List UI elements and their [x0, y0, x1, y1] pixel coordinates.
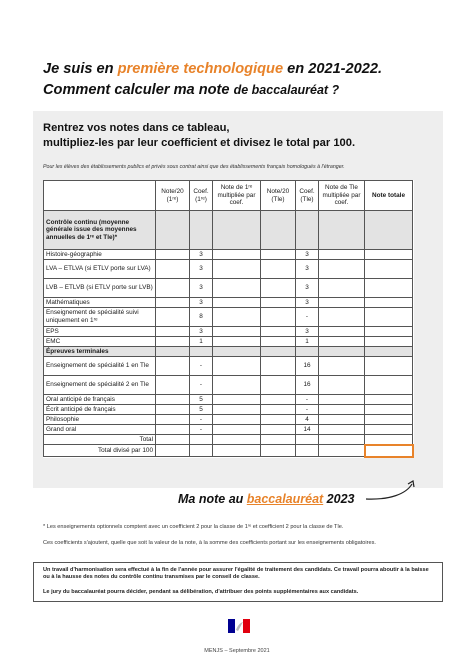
- grade-panel: [33, 111, 443, 488]
- table-row: [44, 405, 413, 415]
- footnote-optional: * Les enseignements optionnels comptent avec un coefficient 2 pour la classe de 1ʳᵉ et coefficient 2 pour la classe de Tle.: [43, 524, 344, 530]
- coef-tle: -: [296, 395, 319, 405]
- subject-label: Enseignement de spécialité suivi uniquement en 1ʳᵉ: [44, 308, 156, 327]
- grade-1re-cell[interactable]: [156, 445, 190, 457]
- weighted-1re-cell[interactable]: [213, 435, 261, 445]
- weighted-tle-cell[interactable]: [319, 279, 365, 298]
- coef-tle: 3: [296, 327, 319, 337]
- weighted-1re-cell[interactable]: [213, 405, 261, 415]
- subject-label: Écrit anticipé de français: [44, 405, 156, 415]
- grade-tle-cell[interactable]: [261, 260, 296, 279]
- grade-1re-cell[interactable]: [156, 260, 190, 279]
- subject-label: Grand oral: [44, 425, 156, 435]
- weighted-tle-cell[interactable]: [319, 260, 365, 279]
- coef-1re: 3: [190, 260, 213, 279]
- grade-1re-cell[interactable]: [156, 327, 190, 337]
- grade-1re-cell[interactable]: [156, 405, 190, 415]
- table-row: [44, 425, 413, 435]
- final-grade-cell[interactable]: [365, 445, 413, 457]
- instructions-line: multipliez-les par leur coefficient et divisez le total par 100.: [43, 137, 356, 149]
- coef-1re: 8: [190, 308, 213, 327]
- page-title: [43, 59, 443, 101]
- coef-1re: -: [190, 425, 213, 435]
- title-text: Je suis en: [43, 61, 118, 77]
- weighted-1re-cell[interactable]: [213, 337, 261, 347]
- section-label: Contrôle continu (moyenne générale issue des moyennes annuelles de 1ʳᵉ et Tle)*: [44, 211, 156, 250]
- table-row: [44, 250, 413, 260]
- table-row: [44, 376, 413, 395]
- grade-1re-cell[interactable]: [156, 308, 190, 327]
- table-row: [44, 279, 413, 298]
- total-cell[interactable]: [365, 279, 413, 298]
- weighted-tle-cell[interactable]: [319, 308, 365, 327]
- total-cell[interactable]: [365, 405, 413, 415]
- grade-tle-cell[interactable]: [261, 376, 296, 395]
- grade-1re-cell[interactable]: [156, 425, 190, 435]
- result-accent: baccalauréat: [246, 492, 324, 506]
- grade-tle-cell[interactable]: [261, 298, 296, 308]
- table-row: [44, 395, 413, 405]
- subject-label: LVA – ETLVA (si ETLV porte sur LVA): [44, 260, 156, 279]
- divided-row: [44, 445, 413, 457]
- grade-tle-cell[interactable]: [261, 425, 296, 435]
- grade-tle-cell[interactable]: [261, 337, 296, 347]
- weighted-tle-cell[interactable]: [319, 405, 365, 415]
- grade-1re-cell[interactable]: [156, 415, 190, 425]
- coef-tle: 3: [296, 250, 319, 260]
- grade-tle-cell[interactable]: [261, 308, 296, 327]
- table-row: [44, 357, 413, 376]
- coef-tle: 16: [296, 376, 319, 395]
- header-cell: Note totale: [365, 181, 413, 211]
- grade-1re-cell[interactable]: [156, 376, 190, 395]
- title-accent: première technologique: [117, 61, 284, 77]
- table-row: [44, 415, 413, 425]
- header-cell: Coef. (1ʳᵉ): [190, 181, 213, 211]
- table-row: [44, 337, 413, 347]
- subject-label: LVB – ETLVB (si ETLV porte sur LVB): [44, 279, 156, 298]
- coef-1re: -: [190, 415, 213, 425]
- table-row: [44, 298, 413, 308]
- instructions: [43, 121, 433, 151]
- grade-tle-cell[interactable]: [261, 395, 296, 405]
- total-cell[interactable]: [365, 250, 413, 260]
- instructions-line: Rentrez vos notes dans ce tableau,: [43, 122, 230, 134]
- weighted-1re-cell[interactable]: [213, 425, 261, 435]
- table-header-row: [44, 181, 413, 211]
- section-row: [44, 211, 413, 250]
- grade-tle-cell[interactable]: [261, 405, 296, 415]
- weighted-tle-cell[interactable]: [319, 415, 365, 425]
- total-cell[interactable]: [365, 357, 413, 376]
- grade-tle-cell[interactable]: [261, 415, 296, 425]
- coef-1re: -: [190, 376, 213, 395]
- weighted-1re-cell[interactable]: [213, 279, 261, 298]
- total-cell[interactable]: [365, 435, 413, 445]
- grade-tle-cell[interactable]: [261, 445, 296, 457]
- grade-table: [43, 180, 414, 458]
- total-cell[interactable]: [365, 415, 413, 425]
- title-text: de baccalauréat ?: [233, 83, 340, 97]
- result-text: Ma note au: [178, 492, 247, 506]
- weighted-tle-cell[interactable]: [319, 376, 365, 395]
- coef-tle: -: [296, 308, 319, 327]
- subject-label: Philosophie: [44, 415, 156, 425]
- total-cell[interactable]: [365, 425, 413, 435]
- weighted-tle-cell[interactable]: [319, 357, 365, 376]
- weighted-tle-cell[interactable]: [319, 298, 365, 308]
- coef-1re: -: [190, 357, 213, 376]
- weighted-1re-cell[interactable]: [213, 308, 261, 327]
- weighted-1re-cell[interactable]: [213, 445, 261, 457]
- grade-1re-cell[interactable]: [156, 279, 190, 298]
- coef-1re: 1: [190, 337, 213, 347]
- grade-tle-cell[interactable]: [261, 279, 296, 298]
- coef-tle: 4: [296, 415, 319, 425]
- header-cell: Note de 1ʳᵉ multipliée par coef.: [213, 181, 261, 211]
- total-row: [44, 435, 413, 445]
- coef-1re: 3: [190, 298, 213, 308]
- subject-label: Enseignement de spécialité 1 en Tle: [44, 357, 156, 376]
- section-row: [44, 347, 413, 357]
- subject-label: Mathématiques: [44, 298, 156, 308]
- coef-tle: 3: [296, 279, 319, 298]
- weighted-1re-cell[interactable]: [213, 250, 261, 260]
- total-cell[interactable]: [365, 298, 413, 308]
- marianne-logo-icon: [228, 619, 250, 633]
- weighted-tle-cell[interactable]: [319, 337, 365, 347]
- coef-1re-total: [190, 435, 213, 445]
- table-row: [44, 308, 413, 327]
- grade-1re-cell[interactable]: [156, 395, 190, 405]
- total-cell[interactable]: [365, 376, 413, 395]
- grade-1re-cell[interactable]: [156, 435, 190, 445]
- grade-1re-cell[interactable]: [156, 250, 190, 260]
- header-cell: Note/20 (Tle): [261, 181, 296, 211]
- weighted-1re-cell[interactable]: [213, 260, 261, 279]
- coef-1re: 5: [190, 405, 213, 415]
- total-cell[interactable]: [365, 337, 413, 347]
- weighted-1re-cell[interactable]: [213, 298, 261, 308]
- total-cell[interactable]: [365, 395, 413, 405]
- section-label: Épreuves terminales: [44, 347, 156, 357]
- total-cell[interactable]: [365, 327, 413, 337]
- weighted-1re-cell[interactable]: [213, 376, 261, 395]
- subject-label: Oral anticipé de français: [44, 395, 156, 405]
- title-text: Comment calculer ma note: [43, 82, 234, 98]
- notice-box: [33, 562, 443, 602]
- weighted-1re-cell[interactable]: [213, 395, 261, 405]
- coef-1re: 3: [190, 250, 213, 260]
- curved-arrow-icon: [362, 472, 422, 502]
- table-row: [44, 327, 413, 337]
- divided-label: Total divisé par 100: [44, 445, 156, 457]
- grade-tle-cell[interactable]: [261, 357, 296, 376]
- table-row: [44, 260, 413, 279]
- total-cell[interactable]: [365, 260, 413, 279]
- coef-tle-cell: [296, 445, 319, 457]
- subject-label: Enseignement de spécialité 2 en Tle: [44, 376, 156, 395]
- grade-tle-cell[interactable]: [261, 250, 296, 260]
- grade-1re-cell[interactable]: [156, 298, 190, 308]
- coef-tle: -: [296, 405, 319, 415]
- coef-1re: 3: [190, 279, 213, 298]
- total-cell[interactable]: [365, 308, 413, 327]
- weighted-tle-cell[interactable]: [319, 425, 365, 435]
- weighted-tle-cell[interactable]: [319, 250, 365, 260]
- weighted-tle-cell[interactable]: [319, 395, 365, 405]
- result-year: 2023: [323, 492, 355, 506]
- header-cell: [44, 181, 156, 211]
- weighted-1re-cell[interactable]: [213, 327, 261, 337]
- coef-tle: 1: [296, 337, 319, 347]
- grade-1re-cell[interactable]: [156, 357, 190, 376]
- weighted-tle-cell[interactable]: [319, 435, 365, 445]
- coef-tle: 14: [296, 425, 319, 435]
- subject-label: EPS: [44, 327, 156, 337]
- notice-harmonisation: Un travail d'harmonisation sera effectué à la fin de l'année pour assurer l'égalité de traitement des candidats. Ce travail pourra aboutir à la baisse ou à la hausse des notes du contrôle continu transmises par le conseil de classe.: [43, 567, 429, 580]
- total-label: Total: [44, 435, 156, 445]
- coef-tle: 3: [296, 298, 319, 308]
- weighted-1re-cell[interactable]: [213, 357, 261, 376]
- notice-jury: Le jury du baccalauréat pourra décider, pendant sa délibération, d'attribuer des points supplémentaires aux candidats.: [43, 589, 359, 595]
- footnote-coefficients: Ces coefficients s'ajoutent, quelle que soit la valeur de la note, à la somme des coefficients portant sur les enseignements obligatoires.: [43, 540, 376, 546]
- grade-1re-cell[interactable]: [156, 337, 190, 347]
- grade-tle-cell[interactable]: [261, 327, 296, 337]
- subject-label: EMC: [44, 337, 156, 347]
- subject-label: Histoire-géographie: [44, 250, 156, 260]
- coef-1re: 5: [190, 395, 213, 405]
- coef-1re: 3: [190, 327, 213, 337]
- coef-1re-cell: [190, 445, 213, 457]
- weighted-tle-cell[interactable]: [319, 445, 365, 457]
- eligibility-note: Pour les élèves des établissements publics et privés sous contrat ainsi que des établissements français homologués à l'étranger.: [43, 164, 345, 170]
- weighted-1re-cell[interactable]: [213, 415, 261, 425]
- header-cell: Note de Tle multipliée par coef.: [319, 181, 365, 211]
- header-cell: Coef. (Tle): [296, 181, 319, 211]
- title-text: en 2021-2022.: [283, 61, 383, 77]
- weighted-tle-cell[interactable]: [319, 327, 365, 337]
- coef-tle: 16: [296, 357, 319, 376]
- header-cell: Note/20 (1ʳᵉ): [156, 181, 190, 211]
- result-label: [178, 492, 354, 506]
- footer-text: MENJS – Septembre 2021: [204, 648, 270, 654]
- grade-tle-cell[interactable]: [261, 435, 296, 445]
- coef-tle-total: [296, 435, 319, 445]
- coef-tle: 3: [296, 260, 319, 279]
